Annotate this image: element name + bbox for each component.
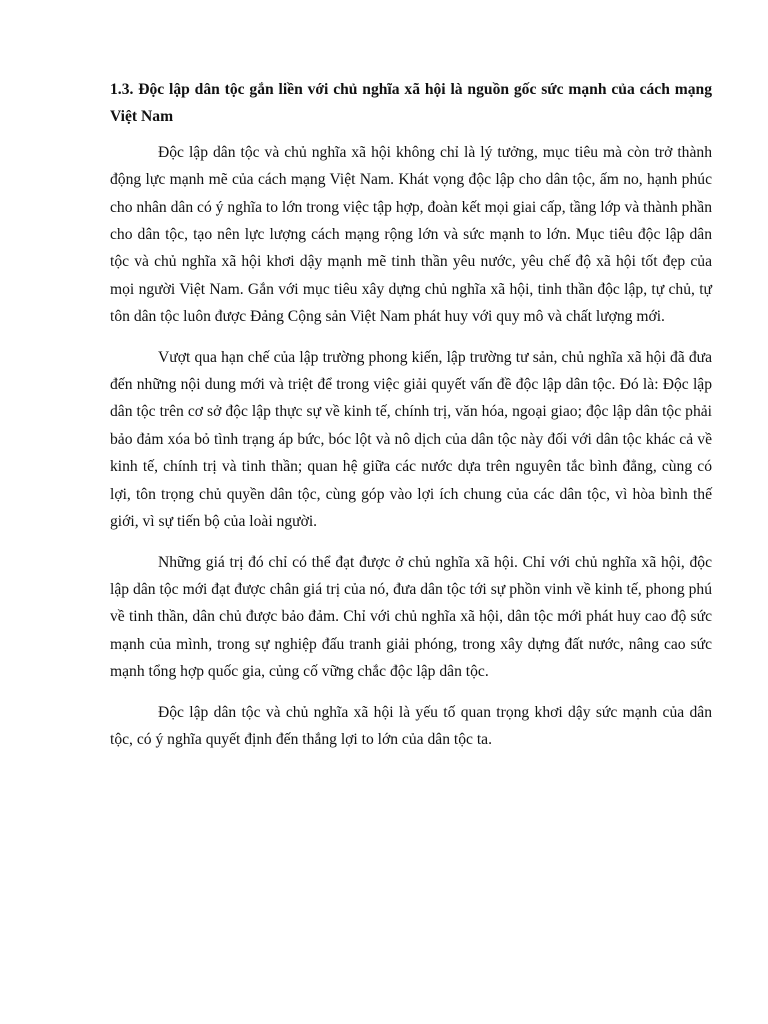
paragraph-3: Những giá trị đó chỉ có thể đạt được ở chủ nghĩa xã hội. Chỉ với chủ nghĩa xã hội, độc lập dân tộc mới đạt được chân giá trị của nó, đưa dân tộc tới sự phồn vinh về kinh tế, phong phú về tinh thần, dân chủ được bảo đảm. Chỉ với chủ nghĩa xã hội, dân tộc mới phát huy cao độ sức mạnh của mình, trong sự nghiệp đấu tranh giải phóng, trong xây dựng đất nước, nâng cao sức mạnh tổng hợp quốc gia, củng cố vững chắc độc lập dân tộc.: [110, 553, 712, 681]
document-page: [110, 76, 712, 766]
section-heading: 1.3. Độc lập dân tộc gắn liền với chủ nghĩa xã hội là nguồn gốc sức mạnh của cách mạng Việt Nam: [110, 81, 712, 126]
paragraph-1: Độc lập dân tộc và chủ nghĩa xã hội không chỉ là lý tưởng, mục tiêu mà còn trở thành động lực mạnh mẽ của cách mạng Việt Nam. Khát vọng độc lập cho dân tộc, ấm no, hạnh phúc cho nhân dân có ý nghĩa to lớn trong việc tập hợp, đoàn kết mọi giai cấp, tầng lớp và thành phần cho dân tộc, tạo nên lực lượng cách mạng rộng lớn và sức mạnh to lớn. Mục tiêu độc lập dân tộc và chủ nghĩa xã hội khơi dậy mạnh mẽ tinh thần yêu nước, yêu chế độ xã hội tốt đẹp của mọi người Việt Nam. Gắn với mục tiêu xây dựng chủ nghĩa xã hội, tinh thần độc lập, tự chủ, tự tôn dân tộc luôn được Đảng Cộng sản Việt Nam phát huy với quy mô và chất lượng mới.: [110, 143, 712, 326]
paragraph-2: Vượt qua hạn chế của lập trường phong kiến, lập trường tư sản, chủ nghĩa xã hội đã đưa đến những nội dung mới và triệt để trong việc giải quyết vấn đề độc lập dân tộc. Đó là: Độc lập dân tộc trên cơ sở độc lập thực sự về kinh tế, chính trị, văn hóa, ngoại giao; độc lập dân tộc phải bảo đảm xóa bỏ tình trạng áp bức, bóc lột và nô dịch của dân tộc này đối với dân tộc khác cả về kinh tế, chính trị và tinh thần; quan hệ giữa các nước dựa trên nguyên tắc bình đẳng, cùng có lợi, tôn trọng chủ quyền dân tộc, cùng góp vào lợi ích chung của các dân tộc, vì hòa bình thế giới, vì sự tiến bộ của loài người.: [110, 348, 712, 531]
paragraph-4: Độc lập dân tộc và chủ nghĩa xã hội là yếu tố quan trọng khơi dậy sức mạnh của dân tộc, có ý nghĩa quyết định đến thắng lợi to lớn của dân tộc ta.: [110, 703, 712, 748]
